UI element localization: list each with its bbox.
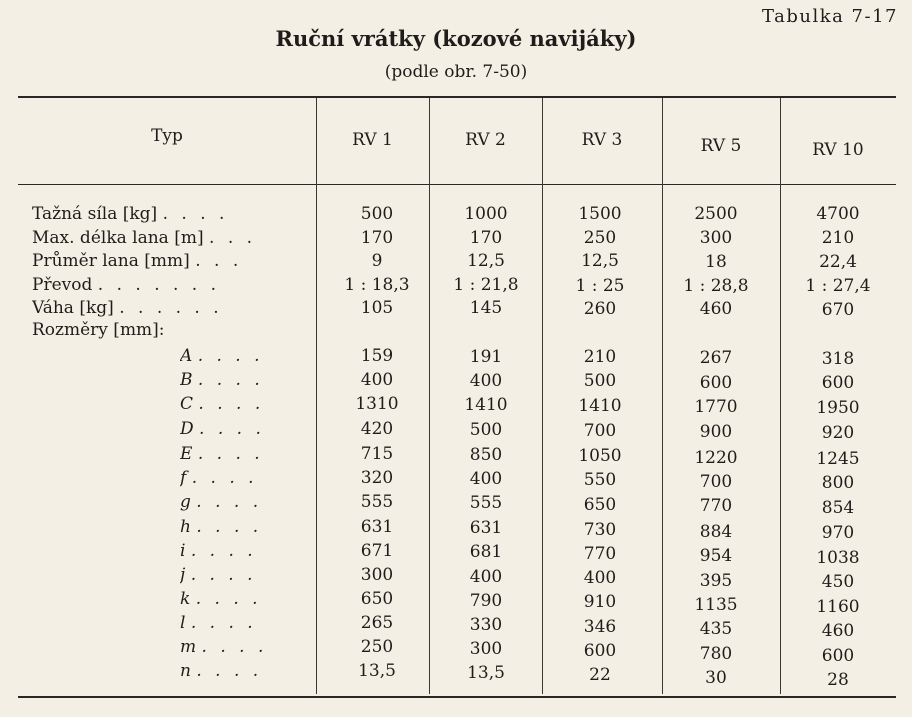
row-label-text: k	[180, 589, 191, 609]
table-cell: 854	[821, 498, 855, 518]
table-row	[0, 227, 912, 250]
table-cell: 1000	[464, 204, 508, 224]
row-label-text: f	[180, 468, 187, 488]
dimension-label	[180, 467, 302, 490]
table-cell: 884	[699, 522, 733, 542]
table-cell: 1 : 28,8	[683, 276, 749, 296]
table-cell: 4700	[816, 204, 860, 224]
table-row	[0, 467, 912, 493]
dimension-label	[180, 491, 302, 514]
table-cell: 780	[699, 644, 733, 664]
table-cell: 330	[469, 615, 503, 635]
table-cell: 1050	[578, 446, 622, 466]
table-cell: 700	[699, 472, 733, 492]
header-col-3: RV 3	[581, 130, 623, 150]
table-row	[0, 660, 912, 690]
table-cell: 1 : 27,4	[805, 276, 871, 296]
leader-dots: . . . .	[191, 468, 258, 488]
row-label	[32, 319, 302, 342]
table-row	[0, 393, 912, 416]
table-cell: 300	[469, 639, 503, 659]
table-cell: 1 : 21,8	[453, 275, 519, 295]
table-cell: 170	[469, 228, 503, 248]
table-cell: 555	[469, 493, 503, 513]
header-col-5: RV 10	[812, 140, 864, 160]
table-row	[0, 203, 912, 226]
table-number: Tabulka 7-17	[761, 6, 898, 27]
leader-dots: . . . .	[198, 394, 265, 414]
table-cell: 1770	[694, 397, 738, 417]
table-cell: 400	[469, 469, 503, 489]
table-cell: 145	[469, 298, 503, 318]
table-cell: 420	[360, 419, 394, 439]
table-row	[0, 564, 912, 592]
table-row	[0, 636, 912, 666]
table-cell: 500	[583, 371, 617, 391]
table-cell: 1500	[578, 204, 622, 224]
table-cell: 18	[705, 252, 727, 272]
table-row	[0, 319, 912, 342]
table-cell: 318	[821, 349, 855, 369]
header-col-2: RV 2	[465, 130, 506, 150]
row-label-text: Tažná síla [kg]	[32, 204, 158, 224]
table-cell: 715	[360, 444, 394, 464]
table-cell: 1310	[355, 394, 399, 414]
table-cell: 400	[583, 568, 617, 588]
table-cell: 400	[360, 370, 394, 390]
table-cell: 500	[469, 420, 503, 440]
table-cell: 631	[469, 518, 503, 538]
row-label-text: D	[180, 419, 194, 439]
table-cell: 12,5	[581, 251, 619, 271]
leader-dots: . . .	[209, 228, 257, 248]
table-cell: 600	[583, 641, 617, 661]
table-cell: 300	[699, 228, 733, 248]
leader-dots: . . . .	[190, 565, 257, 585]
table-cell: 159	[360, 346, 394, 366]
table-cell: 267	[699, 348, 733, 368]
leader-dots: . . . .	[196, 661, 263, 681]
dimension-label	[180, 588, 302, 611]
table-row	[0, 588, 912, 617]
row-label-text: n	[180, 661, 191, 681]
table-cell: 105	[360, 298, 394, 318]
table-row	[0, 443, 912, 469]
table-cell: 210	[821, 228, 855, 248]
table-cell: 22	[589, 665, 611, 685]
row-label	[32, 203, 302, 226]
dimension-label	[180, 443, 302, 466]
table-cell: 1245	[816, 449, 860, 469]
row-label-text: Váha [kg]	[32, 298, 114, 318]
table-cell: 600	[821, 646, 855, 666]
table-cell: 260	[583, 299, 617, 319]
table-cell: 600	[821, 373, 855, 393]
table-cell: 13,5	[358, 661, 396, 681]
row-label	[32, 250, 302, 273]
table-row	[0, 297, 912, 320]
table-cell: 970	[821, 523, 855, 543]
table-cell: 670	[821, 300, 855, 320]
table-cell: 400	[469, 371, 503, 391]
leader-dots: . . . .	[196, 517, 263, 537]
table-cell: 320	[360, 468, 394, 488]
table-cell: 1 : 25	[575, 276, 625, 296]
table-cell: 555	[360, 492, 394, 512]
table-cell: 954	[699, 546, 733, 566]
table-cell: 850	[469, 445, 503, 465]
row-label-text: A	[180, 346, 193, 366]
table-cell: 1135	[694, 595, 738, 615]
table-cell: 12,5	[467, 251, 505, 271]
table-cell: 600	[699, 373, 733, 393]
table-cell: 910	[583, 592, 617, 612]
table-cell: 13,5	[467, 663, 505, 683]
table-cell: 920	[821, 423, 855, 443]
row-label-text: Průměr lana [mm]	[32, 251, 190, 271]
leader-dots: . . . .	[162, 204, 229, 224]
table-cell: 2500	[694, 204, 738, 224]
table-cell: 650	[360, 589, 394, 609]
table-cell: 170	[360, 228, 394, 248]
dimension-label	[180, 540, 302, 563]
dimension-label	[180, 369, 302, 392]
header-col-1: RV 1	[352, 130, 393, 150]
table-row	[0, 345, 912, 368]
dimension-label	[180, 345, 302, 368]
row-label-text: i	[180, 541, 186, 561]
table-row	[0, 612, 912, 641]
table-cell: 631	[360, 517, 394, 537]
table-row	[0, 274, 912, 297]
row-label-text: g	[180, 492, 191, 512]
leader-dots: . . . . . . .	[97, 275, 221, 295]
row-label-text: E	[180, 444, 193, 464]
table-cell: 400	[469, 567, 503, 587]
table-cell: 1220	[694, 448, 738, 468]
table-cell: 28	[827, 670, 849, 690]
table-cell: 671	[360, 541, 394, 561]
table-cell: 1160	[816, 597, 860, 617]
row-label-text: Převod	[32, 275, 93, 295]
table-row	[0, 250, 912, 273]
row-label	[32, 297, 302, 320]
table-cell: 1 : 18,3	[344, 275, 410, 295]
table-cell: 250	[360, 637, 394, 657]
table-cell: 395	[699, 571, 733, 591]
table-cell: 450	[821, 572, 855, 592]
row-label-text: l	[180, 613, 186, 633]
dimension-label	[180, 393, 302, 416]
leader-dots: . . . .	[199, 419, 265, 439]
table-cell: 210	[583, 347, 617, 367]
row-label-text: C	[180, 394, 194, 414]
dimension-label	[180, 418, 302, 441]
table-cell: 9	[371, 251, 383, 271]
leader-dots: . . . . . .	[119, 298, 223, 318]
dimension-label	[180, 636, 302, 659]
row-label-text: h	[180, 517, 191, 537]
table-cell: 730	[583, 520, 617, 540]
table-cell: 460	[821, 621, 855, 641]
table-cell: 650	[583, 495, 617, 515]
table-cell: 790	[469, 591, 503, 611]
leader-dots: . . . .	[197, 346, 264, 366]
leader-dots: . . . .	[190, 613, 257, 633]
table-cell: 265	[360, 613, 394, 633]
header-type: Typ	[151, 126, 183, 146]
table-row	[0, 540, 912, 568]
page-subtitle: (podle obr. 7-50)	[384, 62, 528, 82]
table-cell: 1950	[816, 398, 860, 418]
leader-dots: . . . .	[201, 637, 268, 657]
table-cell: 1410	[464, 395, 508, 415]
leader-dots: . . . .	[190, 541, 257, 561]
table-cell: 22,4	[819, 252, 857, 272]
row-label-text: Max. délka lana [m]	[32, 228, 204, 248]
table-cell: 1038	[816, 548, 860, 568]
leader-dots: . . .	[195, 251, 243, 271]
row-label	[32, 274, 302, 297]
dimension-label	[180, 564, 302, 587]
leader-dots: . . . .	[197, 370, 264, 390]
table-cell: 500	[360, 204, 394, 224]
table-row	[0, 369, 912, 392]
table-cell: 681	[469, 542, 503, 562]
header-col-4: RV 5	[700, 136, 742, 156]
row-label-text: j	[180, 565, 186, 585]
table-cell: 550	[583, 470, 617, 490]
table-cell: 770	[699, 496, 733, 516]
table-cell: 460	[699, 299, 733, 319]
leader-dots: . . . .	[195, 589, 262, 609]
row-label-text: m	[180, 637, 197, 657]
dimension-label	[180, 516, 302, 539]
table-cell: 435	[699, 619, 733, 639]
table-cell: 770	[583, 544, 617, 564]
table-cell: 1410	[578, 396, 622, 416]
table-cell: 300	[360, 565, 394, 585]
table-cell: 30	[705, 668, 727, 688]
row-label-text: B	[180, 370, 193, 390]
table-cell: 191	[469, 347, 503, 367]
page-title: Ruční vrátky (kozové navijáky)	[275, 26, 637, 51]
table-cell: 900	[699, 422, 733, 442]
table-row	[0, 516, 912, 543]
row-label	[32, 227, 302, 250]
table-cell: 346	[583, 617, 617, 637]
dimension-label	[180, 660, 302, 683]
table-cell: 250	[583, 228, 617, 248]
table-row	[0, 418, 912, 441]
row-label-text: Rozměry [mm]:	[32, 320, 165, 340]
table-cell: 700	[583, 421, 617, 441]
dimension-label	[180, 612, 302, 635]
leader-dots: . . . .	[196, 492, 263, 512]
table-cell: 800	[821, 473, 855, 493]
table-row	[0, 491, 912, 518]
leader-dots: . . . .	[197, 444, 264, 464]
